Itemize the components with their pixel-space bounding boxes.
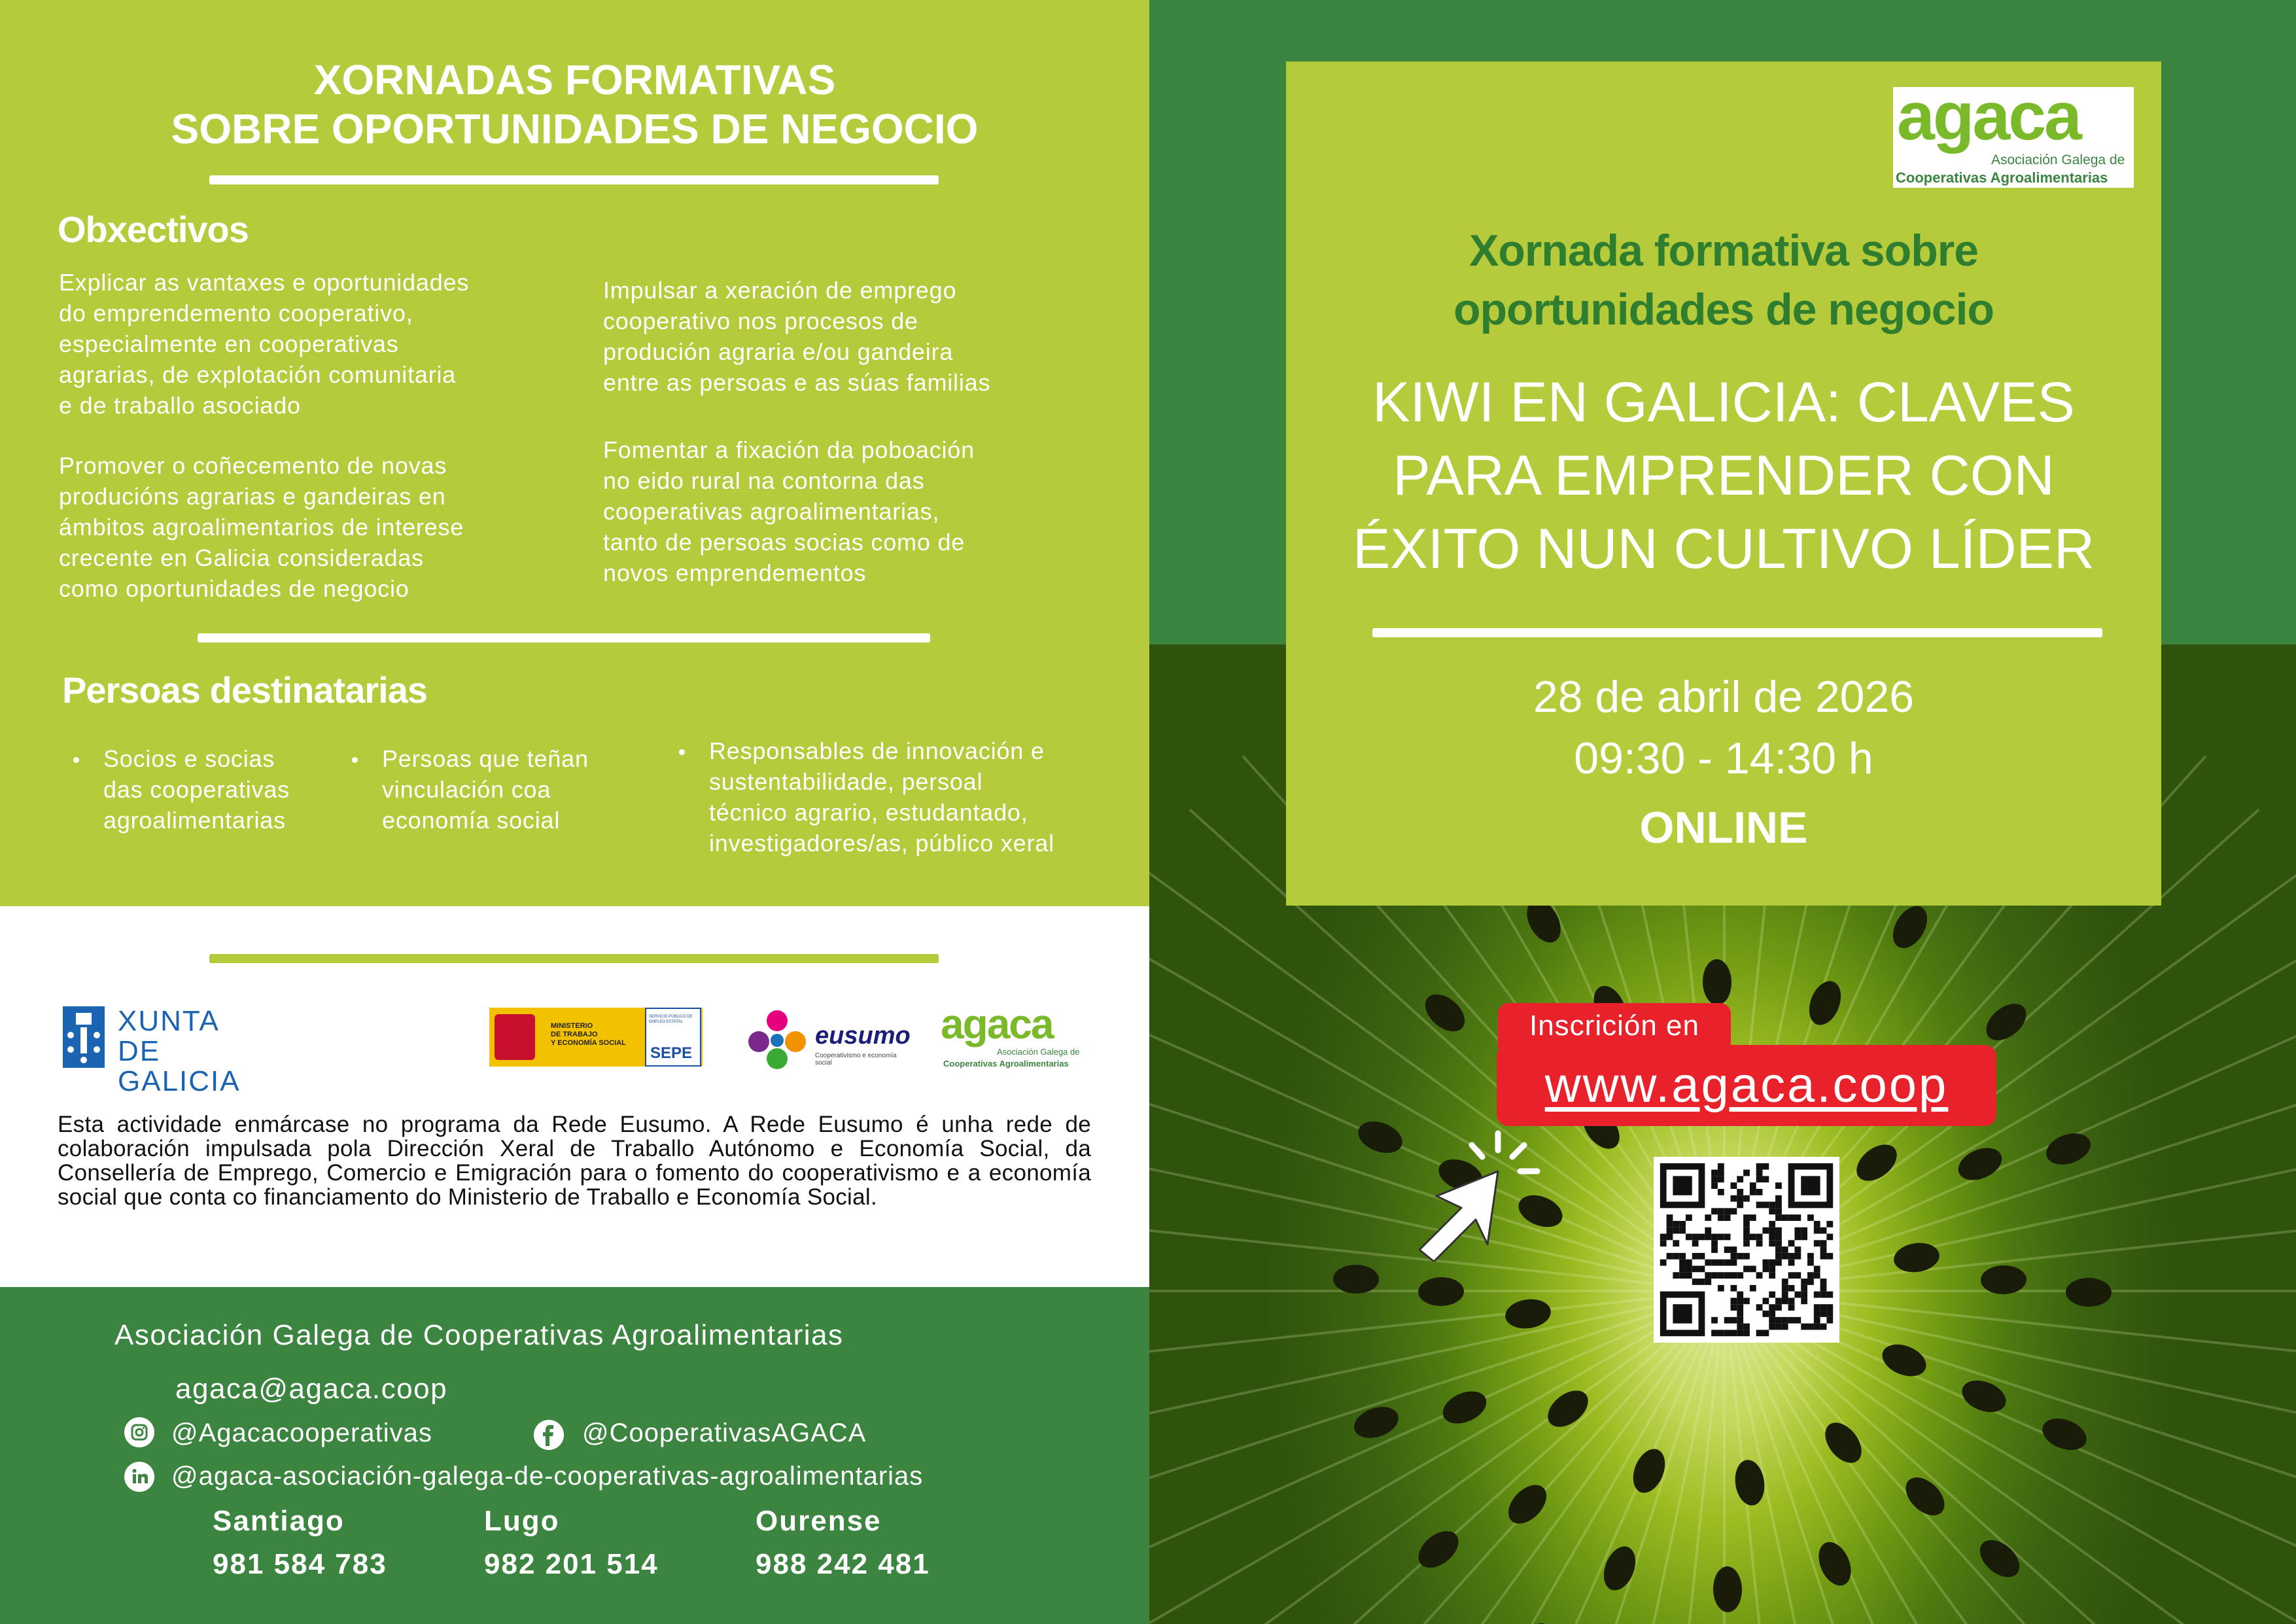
eusumo-logo: eusumo Cooperativismo e economía social: [746, 1008, 903, 1073]
footer-linkedin[interactable]: @agaca-asociación-galega-de-cooperativas-agroalimentarias: [171, 1462, 924, 1491]
left-title-line2: SOBRE OPORTUNIDADES DE NEGOCIO: [171, 105, 979, 152]
logos-divider: [209, 954, 939, 963]
program-disclaimer: Esta actividade enmárcase no programa da Rede Eusumo. A Rede Eusumo é unha rede de colaboración impulsada pola Dirección Xeral de Traballo Autónomo e Economía Social, da Consellería de Emprego, Comercio e Emigración para o fomento do cooperativismo e a economía social que conta co financiamento do Ministerio de Traballo e Economía Social.: [58, 1112, 1091, 1210]
objective-1: Explicar as vantaxes e oportunidades do emprendemento cooperativo, especialmente en cooperativas agrarias, de explotación comunitaria e de traballo asociado: [59, 269, 470, 419]
footer-facebook[interactable]: @CooperativasAGACA: [582, 1419, 867, 1447]
kiwi-seed: [1419, 987, 1472, 1038]
objective-2: Promover o coñecemento de novas producións agrarias e gandeiras en ámbitos agroalimentarios de interese crecente en Galicia consideradas como oportunidades de negocio: [59, 452, 464, 602]
card-divider: [1372, 628, 2102, 637]
card-subtitle-line2: oportunidades de negocio: [1453, 285, 1994, 334]
kiwi-seed: [1418, 1277, 1465, 1306]
registration-qr-code[interactable]: [1654, 1157, 1839, 1343]
objective-4: Fomentar a fixación da poboación no eido rural na contorna das cooperativas agroalimentarias, tanto de persoas socias como de novos emprendementos: [603, 436, 975, 586]
instagram-icon: [124, 1417, 154, 1447]
click-cursor-icon: [1406, 1124, 1550, 1262]
agaca-logo-small: agaca Asociación Galega de Cooperativas Agroalimentarias: [941, 1000, 1080, 1068]
title-divider: [209, 175, 939, 185]
office-city-ourense: Ourense: [756, 1505, 882, 1537]
footer-org-name: Asociación Galega de Cooperativas Agroalimentarias: [114, 1319, 844, 1351]
objectives-divider: [198, 633, 930, 643]
left-title-line1: XORNADAS FORMATIVAS: [313, 56, 836, 103]
facebook-icon: [534, 1420, 564, 1450]
kiwi-seed: [1702, 959, 1731, 1006]
card-title-line3: ÉXITO NUN CULTIVO LÍDER: [1352, 518, 2095, 580]
kiwi-seed: [1438, 1385, 1491, 1430]
office-phone-ourense: 988 242 481: [756, 1548, 930, 1580]
office-city-lugo: Lugo: [484, 1505, 560, 1537]
card-title-line1: KIWI EN GALICIA: CLAVES: [1372, 371, 2075, 434]
kiwi-seed: [2042, 1128, 2095, 1171]
xunta-logo: XUNTA DE GALICIA: [63, 1006, 285, 1069]
kiwi-seed: [1503, 1296, 1553, 1331]
registration-label: Inscrición en: [1498, 1003, 1731, 1049]
event-time: 09:30 - 14:30 h: [1574, 733, 1873, 783]
audience-heading: Persoas destinatarias: [62, 669, 427, 711]
footer-instagram[interactable]: @Agacacooperativas: [171, 1419, 432, 1447]
kiwi-seed: [1713, 1566, 1743, 1612]
ministerio-logo: MINISTERIO DE TRABAJO Y ECONOMÍA SOCIAL: [489, 1008, 703, 1067]
kiwi-seed: [1353, 1116, 1406, 1159]
audience-item-social-economy: Persoas que teñan vinculación coa economía social: [352, 743, 640, 836]
linkedin-icon: [124, 1462, 154, 1492]
objective-3: Impulsar a xeración de emprego cooperativo nos procesos de produción agraria e/ou gandeira entre as persoas e as súas familias: [603, 277, 991, 396]
eusumo-mark-icon: [746, 1008, 809, 1070]
kiwi-seed: [2066, 1277, 2112, 1307]
event-mode: ONLINE: [1639, 803, 1808, 853]
card-title-line2: PARA EMPRENDER CON: [1393, 444, 2055, 507]
spain-crest-icon: [495, 1014, 535, 1060]
sepe-logo: SERVICIO PÚBLICO DE EMPLEO ESTATAL SEPE: [645, 1008, 701, 1067]
office-city-santiago: Santiago: [213, 1505, 345, 1537]
office-phone-santiago: 981 584 783: [213, 1548, 387, 1580]
xunta-shield-icon: [63, 1006, 105, 1068]
audience-item-professionals: Responsables de innovación e sustentabilidade, persoal técnico agrario, estudantado, investigadores/as, público xeral: [679, 735, 1137, 858]
office-phone-lugo: 982 201 514: [484, 1548, 659, 1580]
footer-email[interactable]: agaca@agaca.coop: [175, 1373, 448, 1405]
kiwi-seed: [1953, 1142, 2007, 1186]
agaca-logo: agaca Asociación Galega de Cooperativas Agroalimentarias: [1893, 87, 2134, 188]
objectives-heading: Obxectivos: [58, 209, 249, 250]
kiwi-ray: [1149, 1290, 1725, 1624]
audience-item-members: Socios e socias das cooperativas agroalimentarias: [73, 743, 348, 836]
registration-link[interactable]: www.agaca.coop: [1497, 1045, 1996, 1126]
kiwi-seed: [1979, 997, 2033, 1048]
event-date: 28 de abril de 2026: [1533, 672, 1915, 722]
card-subtitle-line1: Xornada formativa sobre: [1469, 226, 1979, 275]
